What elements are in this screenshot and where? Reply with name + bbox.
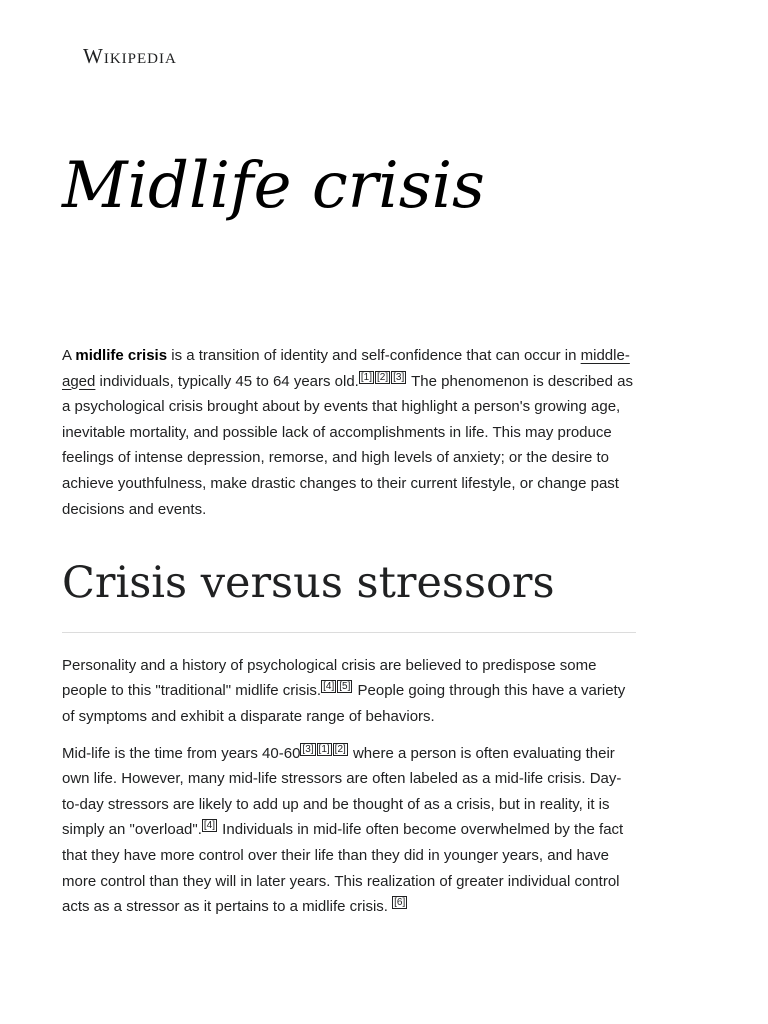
paragraph-text: Mid-life is the time from years 40-60	[62, 744, 301, 762]
paragraph-text: Individuals in mid-life often become overwhelmed by the fact that they have more control over their life than they did in younger years, and have more control than they will in later years. This realization of greater individual control acts as a stressor as it pertains to a midlife crisis.	[62, 821, 624, 916]
citation-group	[300, 744, 348, 755]
citation-link[interactable]: [6]	[394, 897, 406, 909]
citation-link[interactable]: [3]	[393, 371, 405, 383]
citation-link[interactable]: [5]	[339, 681, 351, 693]
section-paragraph-1	[62, 653, 636, 730]
middle-aged-link[interactable]: middle-aged	[62, 347, 630, 390]
article-body	[62, 343, 636, 931]
citation-link[interactable]: [2]	[376, 371, 389, 383]
lead-paragraph	[62, 343, 636, 522]
paragraph-text: Personality and a history of psychological crisis are believed to predispose some people to this "traditional" midlife crisis.	[62, 656, 597, 700]
citation-link[interactable]: [1]	[360, 371, 372, 383]
section-heading: Crisis versus stressors	[62, 558, 636, 633]
citation-link[interactable]: [3]	[302, 743, 314, 755]
lead-text-3: individuals, typically 45 to 64 years old.	[95, 372, 359, 390]
citation-group	[392, 897, 408, 908]
citation-group	[321, 681, 353, 692]
wikipedia-wordmark-link[interactable]: Wikipedia	[83, 44, 177, 68]
citation-link[interactable]: [2]	[334, 743, 346, 755]
section-paragraph-2	[62, 741, 636, 920]
lead-text-2: is a transition of identity and self-confidence that can occur in	[167, 347, 581, 364]
citation-link[interactable]: [4]	[203, 820, 216, 832]
citation-link[interactable]: [1]	[318, 743, 330, 755]
citation-group	[202, 820, 218, 831]
citation-group	[359, 372, 407, 383]
lead-text-4: The phenomenon is described as a psychological crisis brought about by events that highlight a person's growing age, inevitable mortality, and possible lack of accomplishments in life. This may produce feelings of intense depression, remorse, and high levels of anxiety; or the desire to achieve youthfulness, make drastic changes to their current lifestyle, or change past decisions and events.	[62, 372, 633, 518]
lead-text-1: A	[62, 347, 76, 364]
paragraph-text: where a person is often evaluating their own life. However, many mid-life stressors are often labeled as a mid-life crisis. Day-to-day stressors are likely to add up and be thought of as a crisis, but in reality, it is simply an "overload".	[62, 744, 622, 839]
page-title: Midlife crisis	[62, 149, 485, 223]
citation-link[interactable]: [4]	[323, 681, 335, 693]
lead-bold-term: midlife crisis	[75, 347, 168, 364]
paragraph-text: People going through this have a variety of symptoms and exhibit a disparate range of behaviors.	[62, 682, 626, 725]
